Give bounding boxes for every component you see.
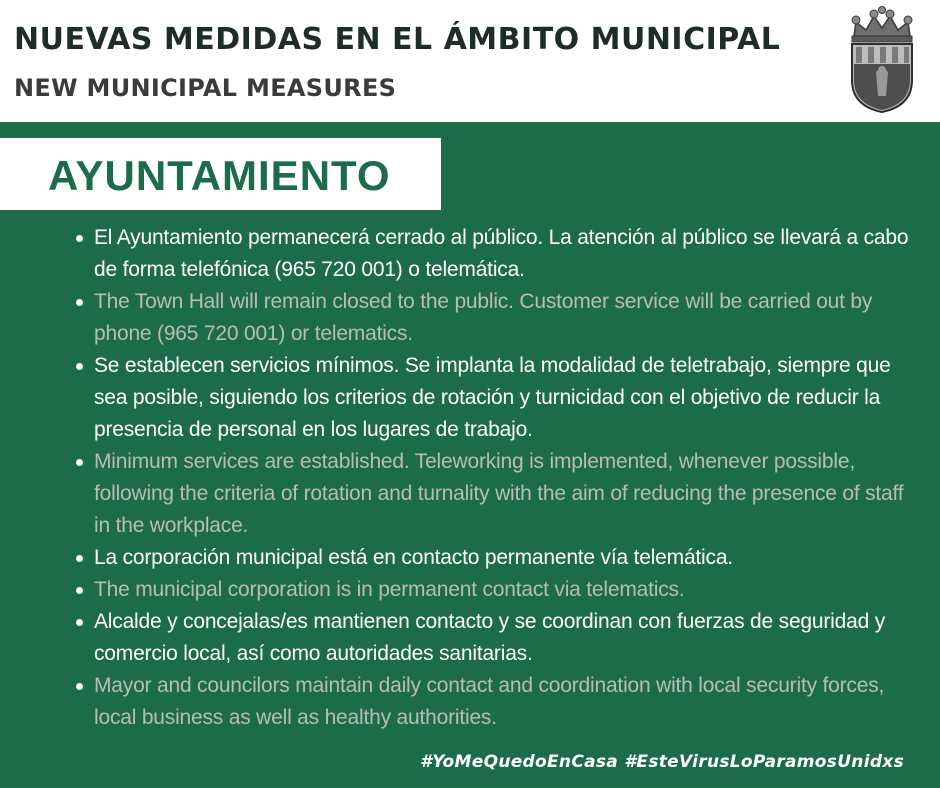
- list-item: [94, 606, 914, 670]
- list-item-text: The municipal corporation is in permanent contact via telematics.: [94, 578, 685, 601]
- list-item-text: La corporación municipal está en contacto permanente vía telemática.: [94, 546, 733, 569]
- bullet-icon: [76, 235, 83, 242]
- list-item-text: El Ayuntamiento permanecerá cerrado al público. La atención al público se llevará a cabo de forma telefónica (965 720 001) o telemática.: [94, 226, 909, 281]
- list-item: [94, 350, 914, 446]
- bullet-icon: [76, 587, 83, 594]
- title-spanish: NUEVAS MEDIDAS EN EL ÁMBITO MUNICIPAL: [14, 22, 781, 57]
- hashtags-footer: #YoMeQuedoEnCasa #EsteVirusLoParamosUnidxs: [420, 752, 904, 772]
- list-item: [94, 446, 914, 542]
- list-item-text: Se establecen servicios mínimos. Se implanta la modalidad de teletrabajo, siempre que sea posible, siguiendo los criterios de rotación y turnicidad con el objetivo de reducir la presencia de personal en los lugares de trabajo.: [94, 354, 891, 441]
- list-item: [94, 286, 914, 350]
- bullet-icon: [76, 683, 83, 690]
- bullet-icon: [76, 299, 83, 306]
- bullet-icon: [76, 619, 83, 626]
- coat-of-arms-icon: [846, 6, 918, 114]
- list-item: [94, 542, 914, 574]
- list-item-text: Mayor and councilors maintain daily contact and coordination with local security forces, local business as well as healthy authorities.: [94, 674, 885, 729]
- bullet-icon: [76, 363, 83, 370]
- bullet-icon: [76, 555, 83, 562]
- list-item: [94, 670, 914, 734]
- bullet-icon: [76, 459, 83, 466]
- list-item: [94, 222, 914, 286]
- header-banner: [0, 0, 940, 122]
- list-item-text: Alcalde y concejalas/es mantienen contacto y se coordinan con fuerzas de seguridad y comercio local, así como autoridades sanitarias.: [94, 610, 886, 665]
- list-item: [94, 574, 914, 606]
- title-english: NEW MUNICIPAL MEASURES: [14, 74, 397, 102]
- list-item-text: The Town Hall will remain closed to the public. Customer service will be carried out by phone (965 720 001) or telematics.: [94, 290, 873, 345]
- measures-list: [94, 222, 914, 734]
- section-title: AYUNTAMIENTO: [48, 152, 391, 199]
- section-header-box: [0, 138, 441, 210]
- list-item-text: Minimum services are established. Teleworking is implemented, whenever possible, following the criteria of rotation and turnality with the aim of reducing the presence of staff in the workplace.: [94, 450, 904, 537]
